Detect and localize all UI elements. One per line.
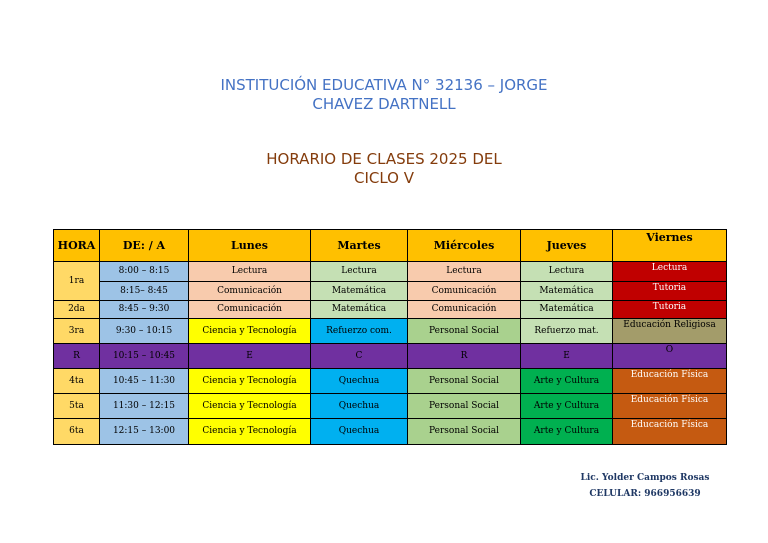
tuesday-cell: Quechua [311, 419, 408, 445]
tuesday-cell: Refuerzo com. [311, 319, 408, 344]
wednesday-cell: Personal Social [408, 319, 521, 344]
time-cell: 10:15 – 10:45 [100, 344, 189, 369]
signature-phone: CELULAR: 966956639 [589, 489, 701, 499]
schedule-table [53, 229, 727, 445]
thursday-cell: Refuerzo mat. [521, 319, 613, 344]
monday-cell: E [189, 344, 311, 369]
monday-cell: Ciencia y Tecnología [189, 369, 311, 394]
thursday-cell: Arte y Cultura [521, 394, 613, 419]
tuesday-cell: Quechua [311, 369, 408, 394]
wednesday-cell: R [408, 344, 521, 369]
monday-cell: Ciencia y Tecnología [189, 394, 311, 419]
table-row [54, 369, 727, 394]
tuesday-cell: Lectura [311, 262, 408, 282]
col-header-hora: HORA [54, 230, 100, 262]
monday-cell: Ciencia y Tecnología [189, 419, 311, 445]
period-cell: 6ta [54, 419, 100, 445]
thursday-cell: E [521, 344, 613, 369]
period-cell: R [54, 344, 100, 369]
time-cell: 8:00 – 8:15 [100, 262, 189, 282]
wednesday-cell: Lectura [408, 262, 521, 282]
time-cell: 12:15 – 13:00 [100, 419, 189, 445]
col-header-martes: Martes [311, 230, 408, 262]
tuesday-cell: C [311, 344, 408, 369]
signature-name: Lic. Yolder Campos Rosas [580, 473, 710, 483]
wednesday-cell: Personal Social [408, 394, 521, 419]
friday-cell: O [613, 344, 727, 369]
wednesday-cell: Comunicación [408, 282, 521, 301]
school-name [0, 76, 768, 114]
thursday-cell: Lectura [521, 262, 613, 282]
schedule-title-line1: HORARIO DE CLASES 2025 DEL [266, 150, 502, 168]
friday-cell: Educación Física [613, 419, 727, 445]
thursday-cell: Arte y Cultura [521, 419, 613, 445]
schedule-title [0, 150, 768, 188]
monday-cell: Comunicación [189, 301, 311, 319]
monday-cell: Comunicación [189, 282, 311, 301]
time-cell: 8:45 – 9:30 [100, 301, 189, 319]
friday-cell: Educación Religiosa [613, 319, 727, 344]
time-cell: 8:15– 8:45 [100, 282, 189, 301]
table-row [54, 319, 727, 344]
table-row [54, 262, 727, 282]
schedule-title-line2: CICLO V [353, 169, 415, 187]
time-cell: 11:30 – 12:15 [100, 394, 189, 419]
tuesday-cell: Quechua [311, 394, 408, 419]
period-cell: 5ta [54, 394, 100, 419]
school-name-line1: INSTITUCIÓN EDUCATIVA N° 32136 – JORGE [220, 76, 548, 94]
thursday-cell: Matemática [521, 301, 613, 319]
table-row [54, 419, 727, 445]
wednesday-cell: Personal Social [408, 369, 521, 394]
table-row [54, 301, 727, 319]
period-cell: 1ra [54, 262, 100, 301]
period-cell: 2da [54, 301, 100, 319]
table-header-row [54, 230, 727, 262]
tuesday-cell: Matemática [311, 282, 408, 301]
monday-cell: Lectura [189, 262, 311, 282]
time-cell: 9:30 – 10:15 [100, 319, 189, 344]
col-header-miercoles: Miércoles [408, 230, 521, 262]
thursday-cell: Matemática [521, 282, 613, 301]
school-name-line2: CHAVEZ DARTNELL [312, 95, 456, 113]
col-header-lunes: Lunes [189, 230, 311, 262]
friday-cell: Tutoria [613, 282, 727, 301]
friday-cell: Lectura [613, 262, 727, 282]
thursday-cell: Arte y Cultura [521, 369, 613, 394]
period-cell: 4ta [54, 369, 100, 394]
friday-cell: Educación Física [613, 394, 727, 419]
table-row-recess [54, 344, 727, 369]
table-row [54, 394, 727, 419]
col-header-viernes: Viernes [613, 230, 727, 262]
monday-cell: Ciencia y Tecnología [189, 319, 311, 344]
period-cell: 3ra [54, 319, 100, 344]
wednesday-cell: Personal Social [408, 419, 521, 445]
table-row [54, 282, 727, 301]
friday-cell: Tutoria [613, 301, 727, 319]
wednesday-cell: Comunicación [408, 301, 521, 319]
col-header-jueves: Jueves [521, 230, 613, 262]
time-cell: 10:45 – 11:30 [100, 369, 189, 394]
friday-cell: Educación Física [613, 369, 727, 394]
tuesday-cell: Matemática [311, 301, 408, 319]
col-header-time: DE: / A [100, 230, 189, 262]
